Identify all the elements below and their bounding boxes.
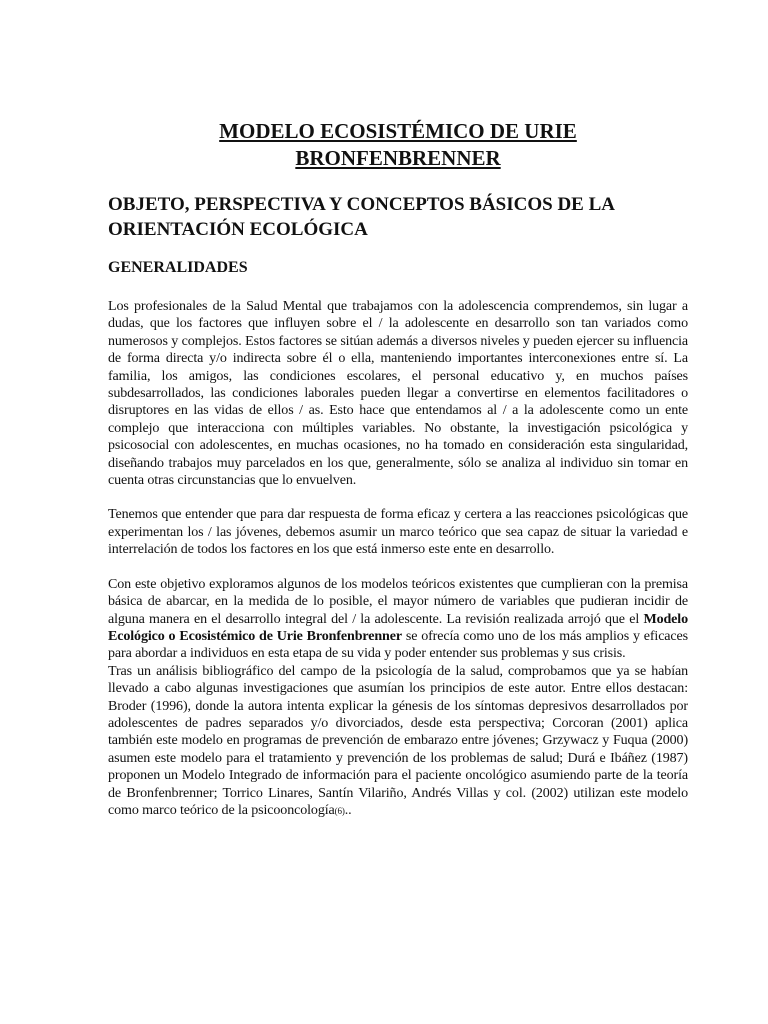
paragraph-3-text: Con este objetivo exploramos algunos de los modelos teóricos existentes que cumplieran con la premisa básica de abarcar, en la medida de lo posible, el mayor número de variables que pudieran incidir de alguna manera en el desarrollo integral del / la adolescente. La revisión realizada arrojó que el — [108, 575, 688, 627]
section-heading: GENERALIDADES — [108, 259, 248, 276]
paragraph-1: Los profesionales de la Salud Mental que trabajamos con la adolescencia comprendemos, sin lugar a dudas, que los factores que influyen sobre el / la adolescente en desarrollo son tan variados como numerosos y complejos. Estos factores se sitúan además a diversos niveles y pueden ejercer su influencia de forma directa y/o indirecta sobre él o ella, manteniendo importantes interconexiones entre sí. La familia, los amigos, las condiciones escolares, el personal educativo y, en muchos países subdesarrollados, las condiciones laborales pueden llegar a convertirse en elementos facilitadores o disruptores en las vidas de ellos / as. Esto hace que entendamos al / a la adolescente como un ente complejo que interacciona con múltiples variables. No obstante, la investigación psicológica y psicosocial con adolescentes, en muchas ocasiones, no ha tomado en consideración esta singularidad, diseñando trabajos muy parcelados en los que, generalmente, sólo se analiza al individuo sin tomar en cuenta otras circunstancias que lo envuelven. — [108, 298, 688, 489]
paragraph-3 — [108, 576, 688, 663]
paragraph-2: Tenemos que entender que para dar respuesta de forma eficaz y certera a las reacciones psicológicas que experimentan los / las jóvenes, debemos asumir un marco teórico que sea capaz de situar la variedad e interrelación de todos los factores en los que está inmerso este ente en desarrollo. — [108, 506, 688, 558]
paragraph-4 — [108, 663, 688, 821]
paragraph-3-text-end: se ofrecía como uno de los más amplios y eficaces para abordar a individuos en esta etapa de su vida y poder entender sus problemas y sus crisis. — [108, 627, 688, 662]
document-body — [108, 118, 688, 820]
model-name-bold: Modelo Ecológico o Ecosistémico de Urie Bronfenbrenner — [108, 610, 688, 644]
paragraph-4-text: Tras un análisis bibliográfico del campo de la psicología de la salud, comprobamos que ya se habían llevado a cabo algunas investigaciones que asumían los principios de este autor. Entre ellos destacan: Broder (1996), donde la autora intenta explicar la génesis de los síntomas depresivos desarrollados por adolescentes de padres separados y/o divorciados, desde esta perspectiva; Corcoran (2001) aplica también este modelo en programas de prevención de embarazo entre jóvenes; Grzywacz y Fuqua (2000) asumen este modelo para el tratamiento y prevención de los problemas de salud; Durá e Ibáñez (1987) proponen un Modelo Integrado de información para el paciente oncológico asumiendo parte de la teoría de Bronfenbrenner; Torrico Linares, Santín Vilariño, Andrés Villas y col. (2002) utilizan este modelo como marco teórico de la psicooncología — [108, 662, 688, 818]
document-subtitle: OBJETO, PERSPECTIVA Y CONCEPTOS BÁSICOS DE LA ORIENTACIÓN ECOLÓGICA — [108, 194, 614, 240]
document-title: MODELO ECOSISTÉMICO DE URIE BRONFENBRENNER — [219, 119, 577, 170]
reference-marker: (6) — [334, 805, 345, 816]
paragraph-4-end: .. — [344, 801, 352, 818]
